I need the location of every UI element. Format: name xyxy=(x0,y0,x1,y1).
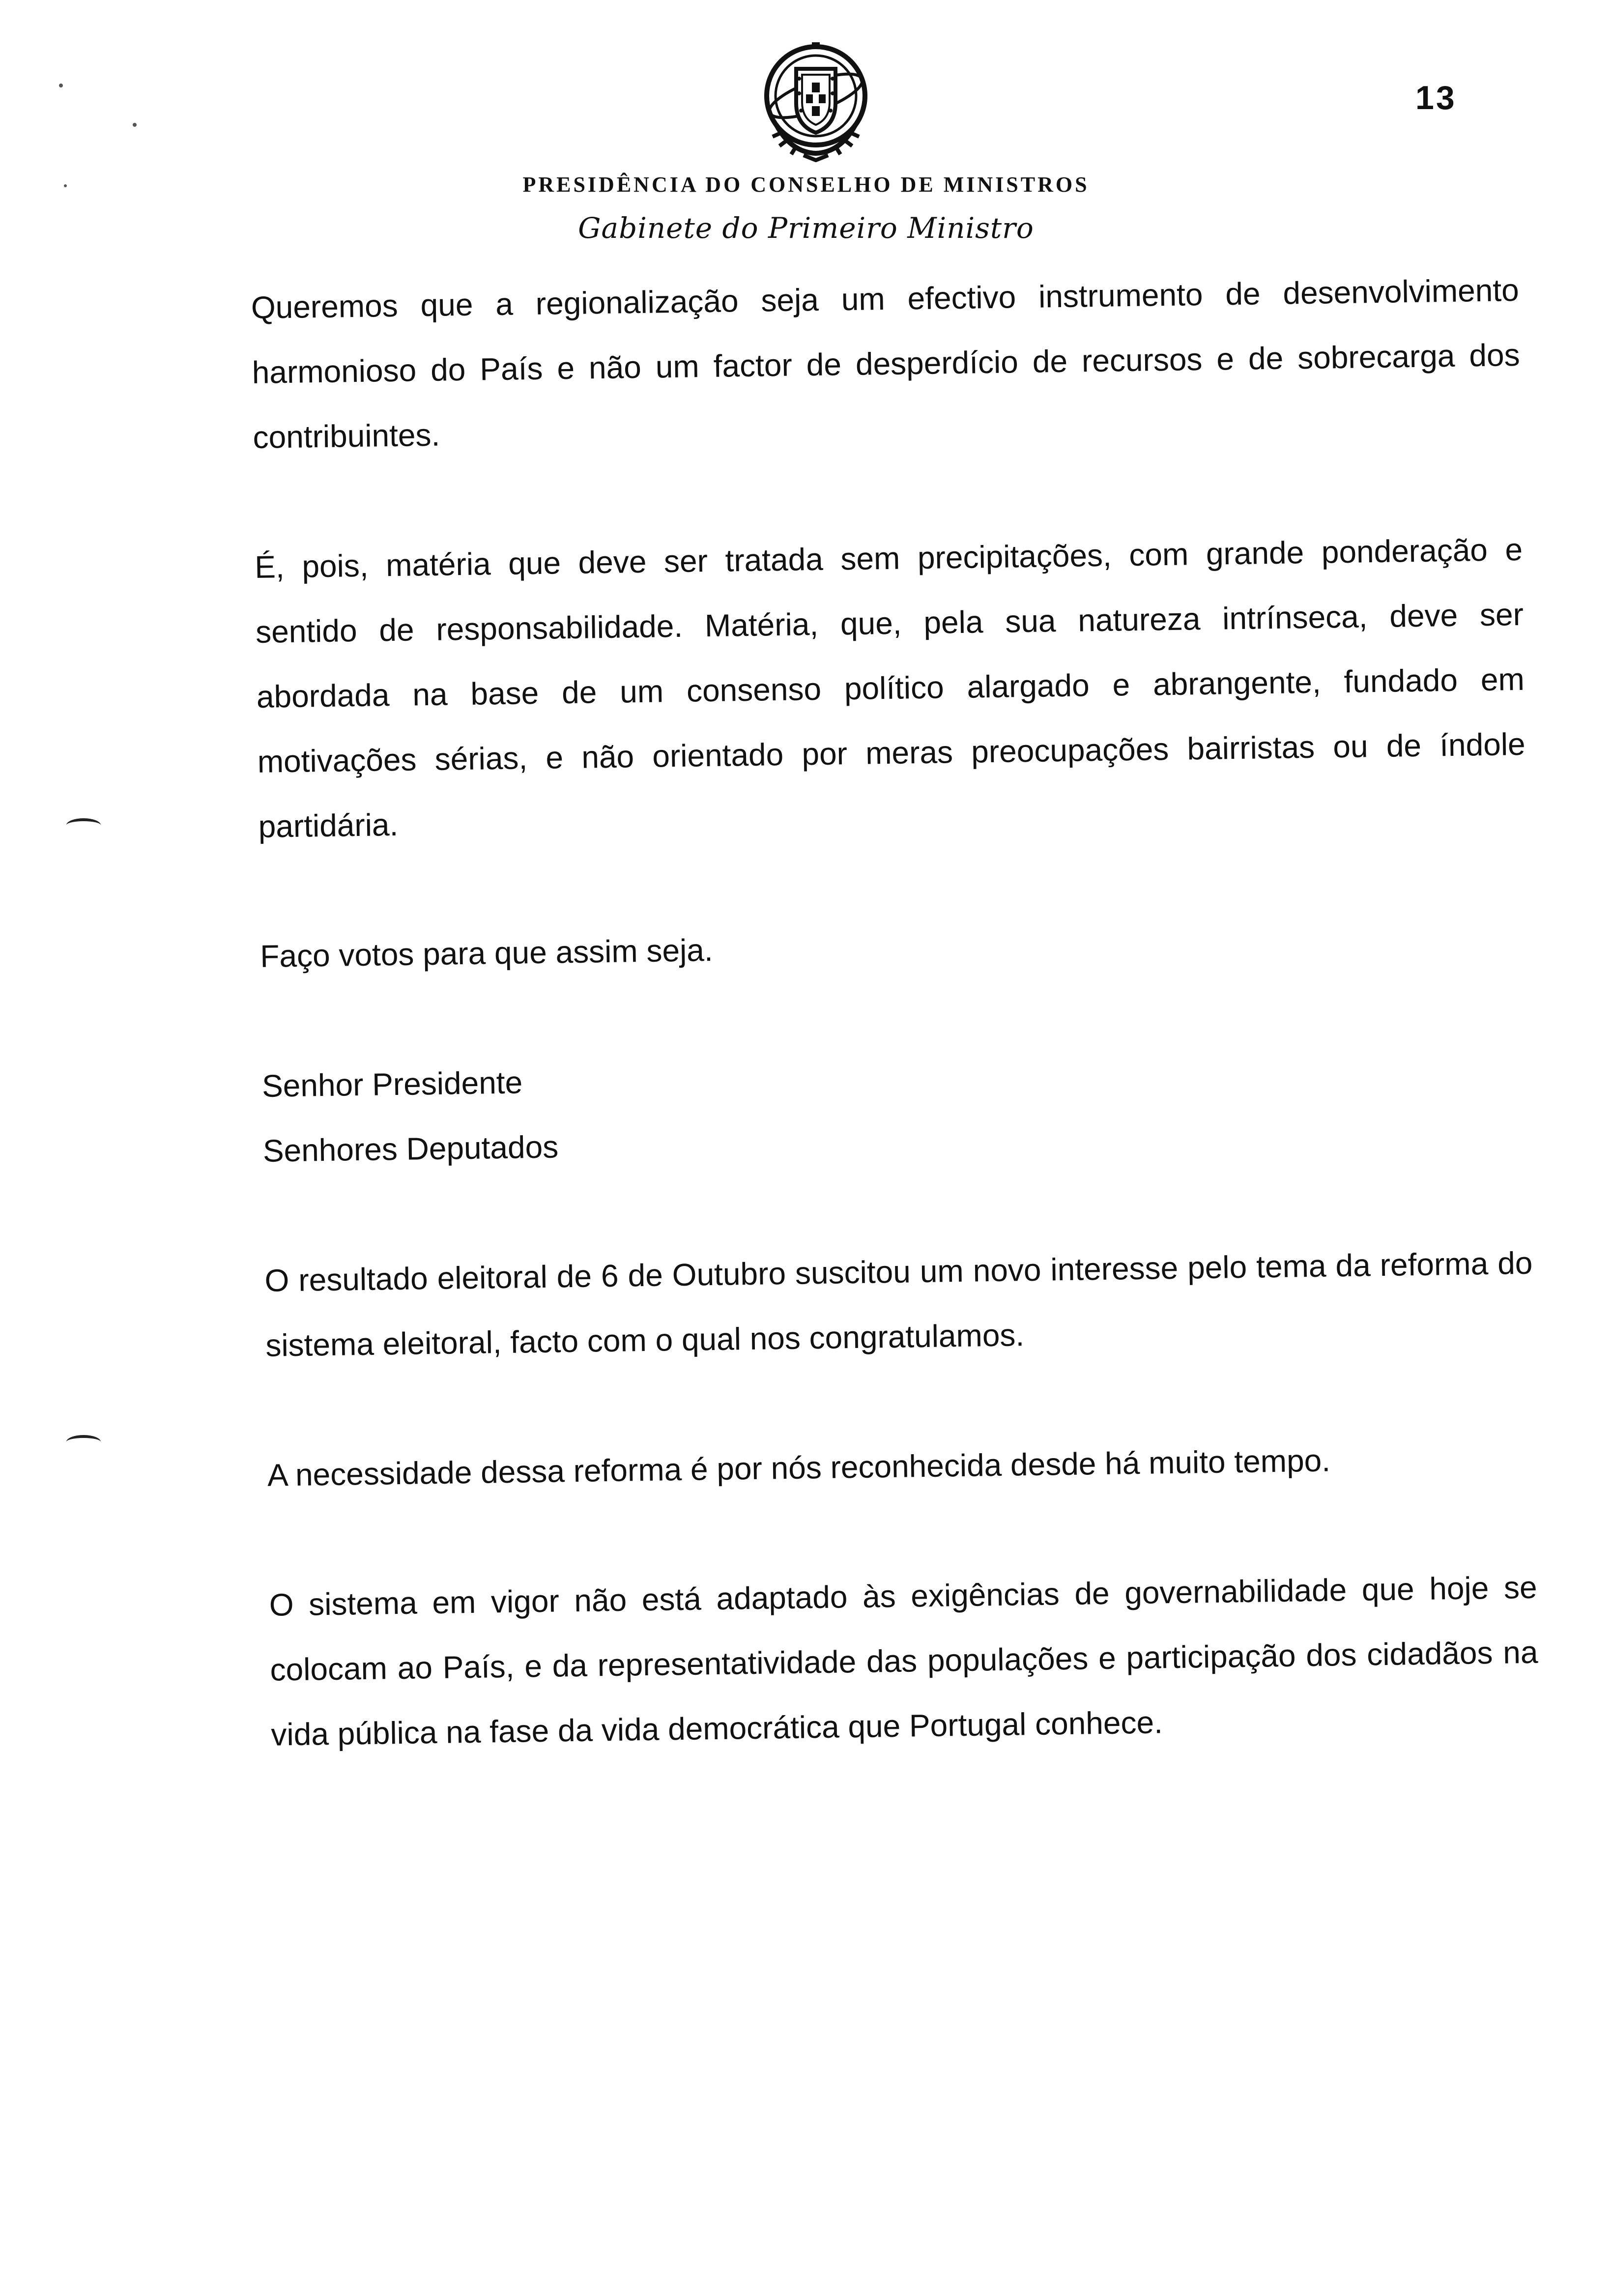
office-subtitle: Gabinete do Primeiro Ministro xyxy=(578,211,1034,245)
coat-of-arms-emblem xyxy=(757,39,875,162)
scan-speck xyxy=(133,123,137,127)
speech-body xyxy=(251,258,1539,1767)
paragraph: O sistema em vigor não está adaptado às exigências de governabilidade que hoje se colocam ao País, e da representatividade das populações e participação dos cidadãos na vida pública na fase da vida democrática que Portugal conhece. xyxy=(269,1569,1538,1752)
paragraph: O resultado eleitoral de 6 de Outubro suscitou um novo interesse pelo tema da reforma do sistema eleitoral, facto com o qual nos congratulamos. xyxy=(264,1245,1533,1363)
paragraph: É, pois, matéria que deve ser tratada sem precipitações, com grande ponderação e sentido de responsabilidade. Matéria, que, pela sua natureza intrínseca, deve ser abordada na base de um consenso político alargado e abrangente, fundado em motivações sérias, e não orientado por meras preocupações bairristas ou de índole partidária. xyxy=(254,531,1526,844)
salutation-line: Senhores Deputados xyxy=(262,1129,559,1169)
scan-speck xyxy=(59,84,63,87)
paragraph: A necessidade dessa reforma é por nós reconhecida desde há muito tempo. xyxy=(267,1442,1331,1493)
office-title: PRESIDÊNCIA DO CONSELHO DE MINISTROS xyxy=(522,172,1090,197)
margin-mark xyxy=(66,1435,101,1449)
salutation-line: Senhor Presidente xyxy=(261,1064,523,1104)
margin-mark xyxy=(66,818,101,832)
page-number: 13 xyxy=(1415,79,1457,116)
paragraph: Faço votos para que assim seja. xyxy=(259,932,714,974)
paragraph: Queremos que a regionalização seja um efectivo instrumento de desenvolvimento harmonioso do País e não um factor de desperdício de recursos e de sobrecarga dos contribuintes. xyxy=(251,272,1521,455)
salutation xyxy=(261,1036,1531,1183)
